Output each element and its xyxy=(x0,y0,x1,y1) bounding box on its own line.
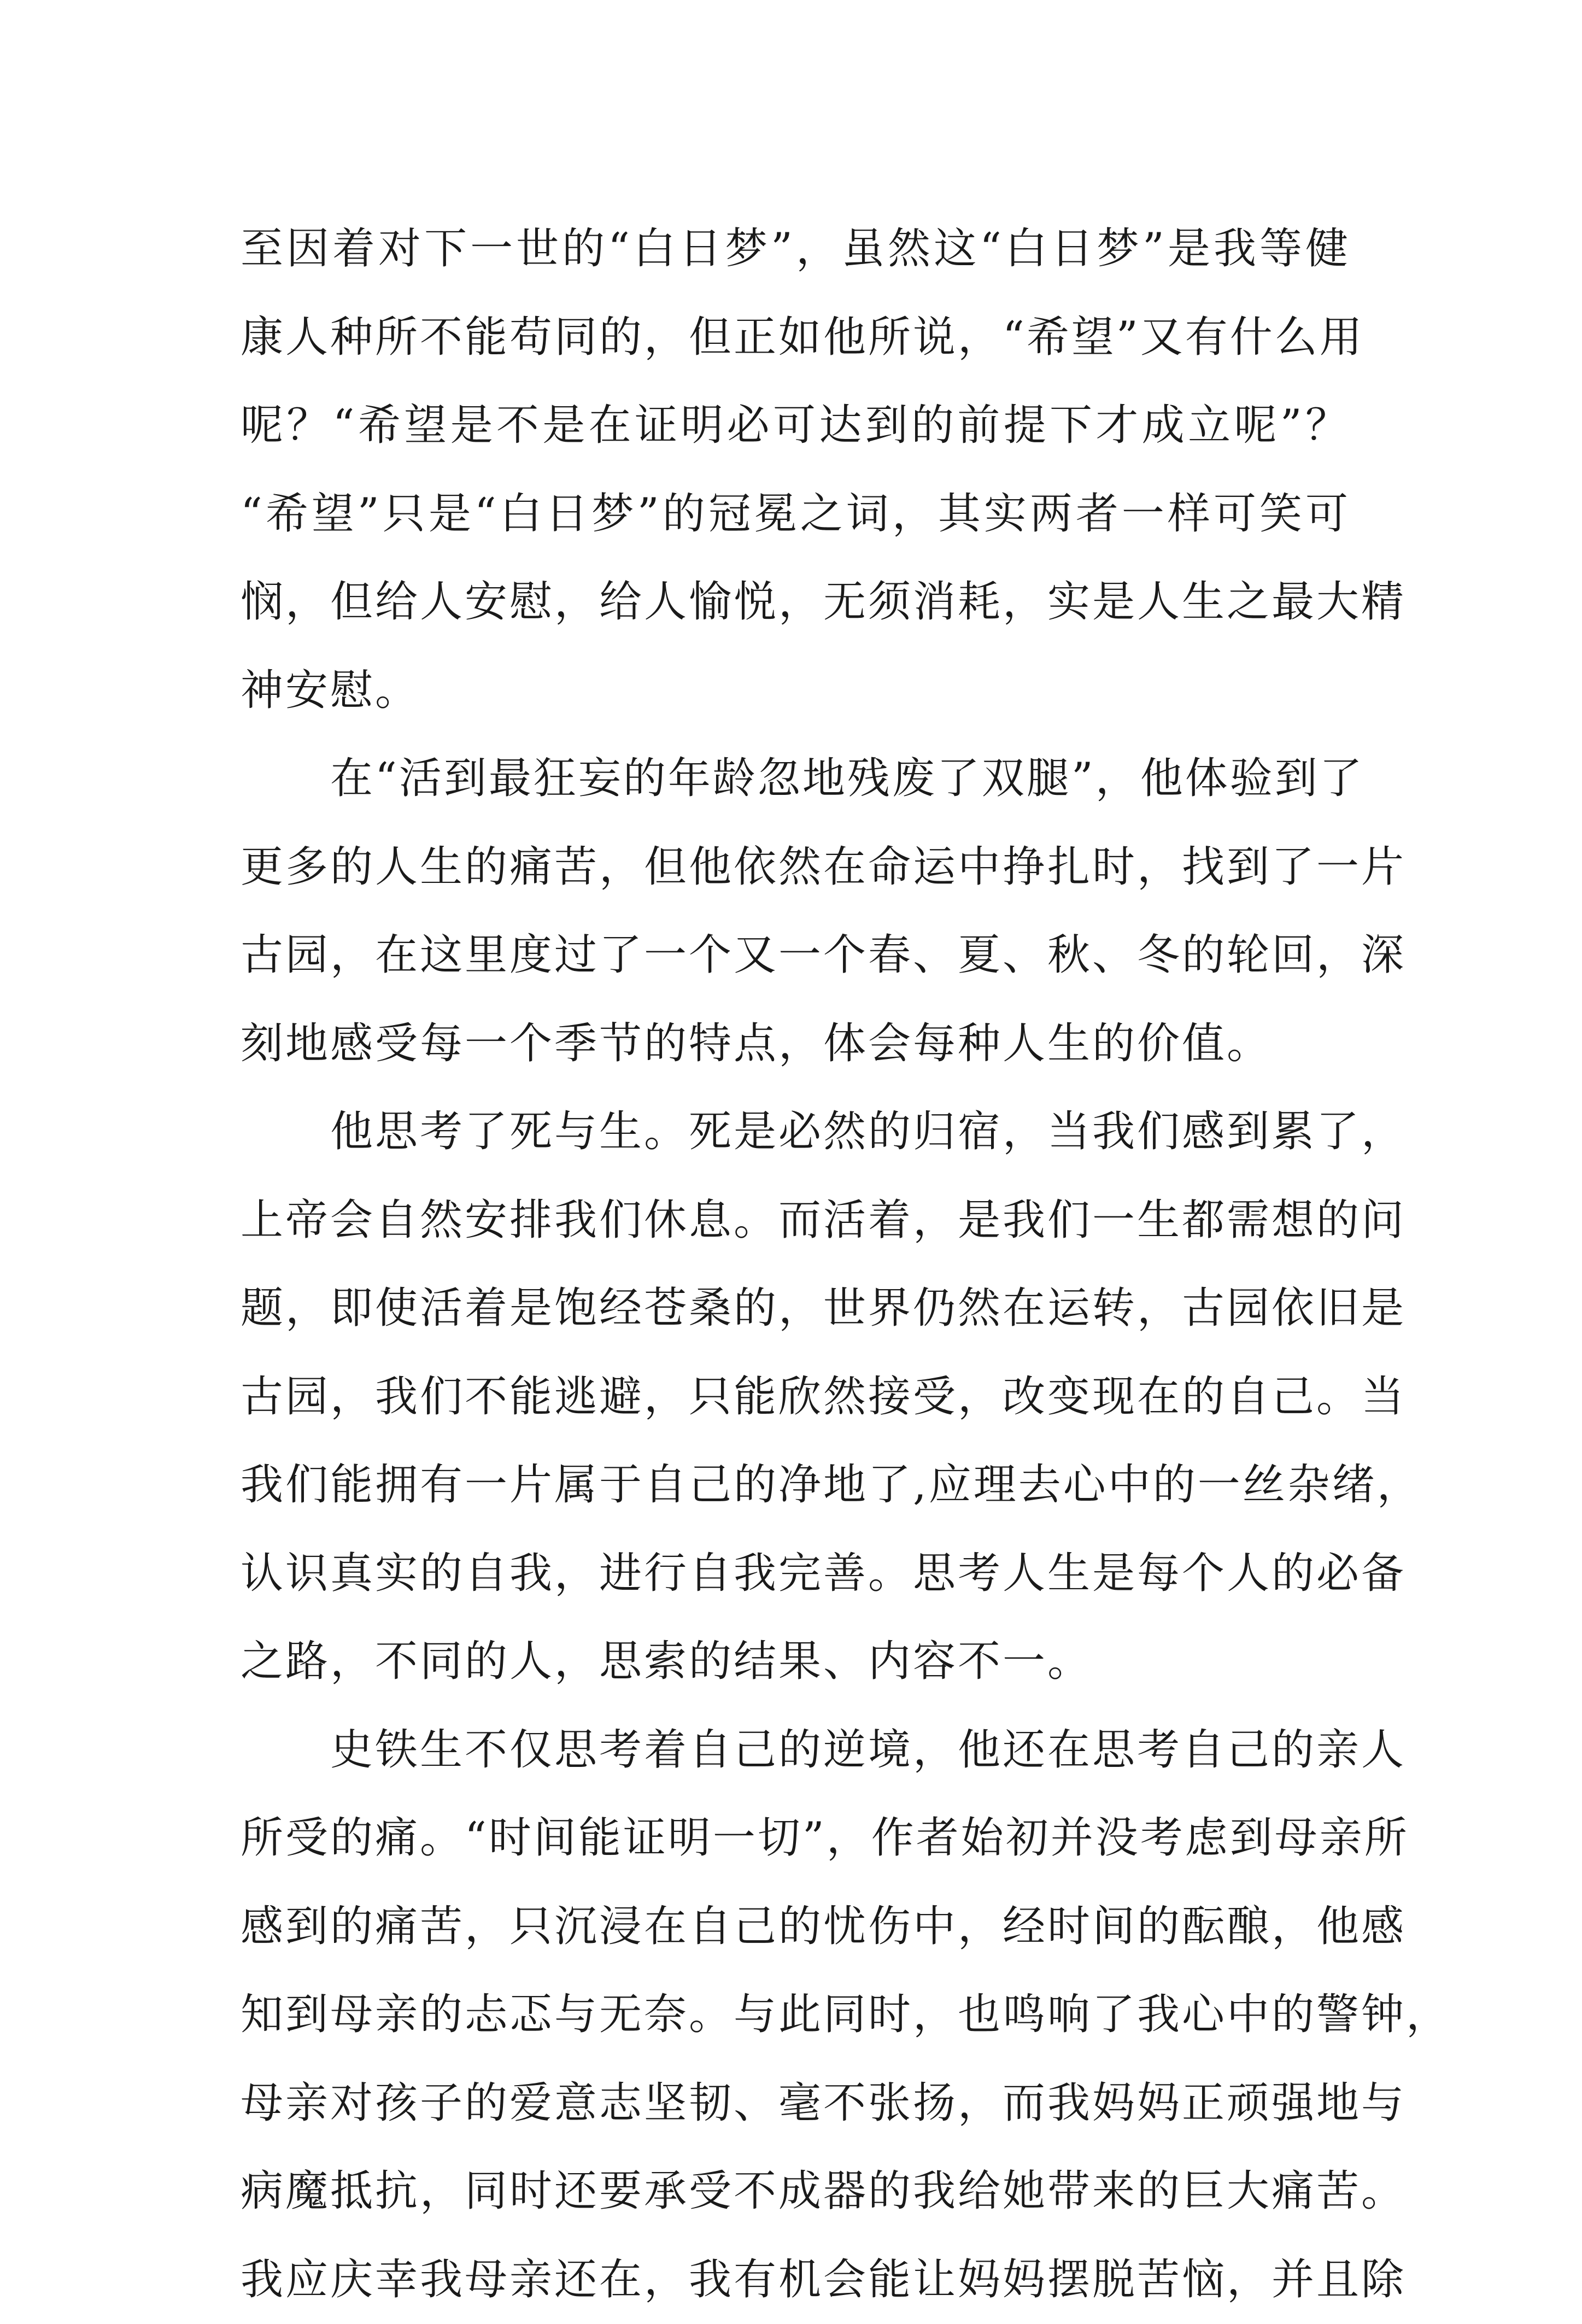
paragraph-4 xyxy=(241,1706,1350,2324)
paragraph-line: 他思考了死与生。死是必然的归宿，当我们感到累了， xyxy=(241,1088,1350,1176)
paragraph-line: 感到的痛苦，只沉浸在自己的忧伤中，经时间的酝酿，他感 xyxy=(241,1883,1350,1971)
paragraph-line: 在“活到最狂妄的年龄忽地残废了双腿”，他体验到了 xyxy=(241,735,1350,823)
paragraph-line: 之路，不同的人，思索的结果、内容不一。 xyxy=(241,1618,1350,1706)
paragraph-line: 悯，但给人安慰，给人愉悦，无须消耗，实是人生之最大精 xyxy=(241,558,1350,647)
paragraph-line: 母亲对孩子的爱意志坚韧、毫不张扬，而我妈妈正顽强地与 xyxy=(241,2059,1350,2148)
paragraph-line: 更多的人生的痛苦，但他依然在命运中挣扎时，找到了一片 xyxy=(241,823,1350,912)
paragraph-line: 知到母亲的忐忑与无奈。与此同时，也鸣响了我心中的警钟， xyxy=(241,1971,1350,2059)
paragraph-2 xyxy=(241,735,1350,1088)
paragraph-line: 所受的痛。“时间能证明一切”，作者始初并没考虑到母亲所 xyxy=(241,1794,1350,1883)
paragraph-line: 认识真实的自我，进行自我完善。思考人生是每个人的必备 xyxy=(241,1530,1350,1618)
paragraph-line: 刻地感受每一个季节的特点，体会每种人生的价值。 xyxy=(241,1000,1350,1088)
paragraph-line: 病魔抵抗，同时还要承受不成器的我给她带来的巨大痛苦。 xyxy=(241,2147,1350,2236)
document-body xyxy=(241,205,1350,2324)
paragraph-line: 至因着对下一世的“白日梦”，虽然这“白日梦”是我等健 xyxy=(241,205,1350,294)
paragraph-line: “希望”只是“白日梦”的冠冕之词，其实两者一样可笑可 xyxy=(241,470,1350,559)
paragraph-line: 上帝会自然安排我们休息。而活着，是我们一生都需想的问 xyxy=(241,1176,1350,1265)
paragraph-line: 题，即使活着是饱经苍桑的，世界仍然在运转，古园依旧是 xyxy=(241,1265,1350,1353)
paragraph-line: 神安慰。 xyxy=(241,647,1350,735)
paragraph-line: 古园，我们不能逃避，只能欣然接受，改变现在的自己。当 xyxy=(241,1353,1350,1442)
paragraph-line: 康人种所不能苟同的，但正如他所说，“希望”又有什么用 xyxy=(241,294,1350,382)
paragraph-line: 史铁生不仅思考着自己的逆境，他还在思考自己的亲人 xyxy=(241,1706,1350,1795)
paragraph-line: 我应庆幸我母亲还在，我有机会能让妈妈摆脱苦恼，并且除 xyxy=(241,2236,1350,2324)
paragraph-1 xyxy=(241,205,1350,735)
paragraph-line: 古园，在这里度过了一个又一个春、夏、秋、冬的轮回，深 xyxy=(241,911,1350,1000)
paragraph-3 xyxy=(241,1088,1350,1706)
paragraph-line: 呢？“希望是不是在证明必可达到的前提下才成立呢”？ xyxy=(241,382,1350,470)
paragraph-line: 我们能拥有一片属于自己的净地了,应理去心中的一丝杂绪， xyxy=(241,1441,1350,1530)
